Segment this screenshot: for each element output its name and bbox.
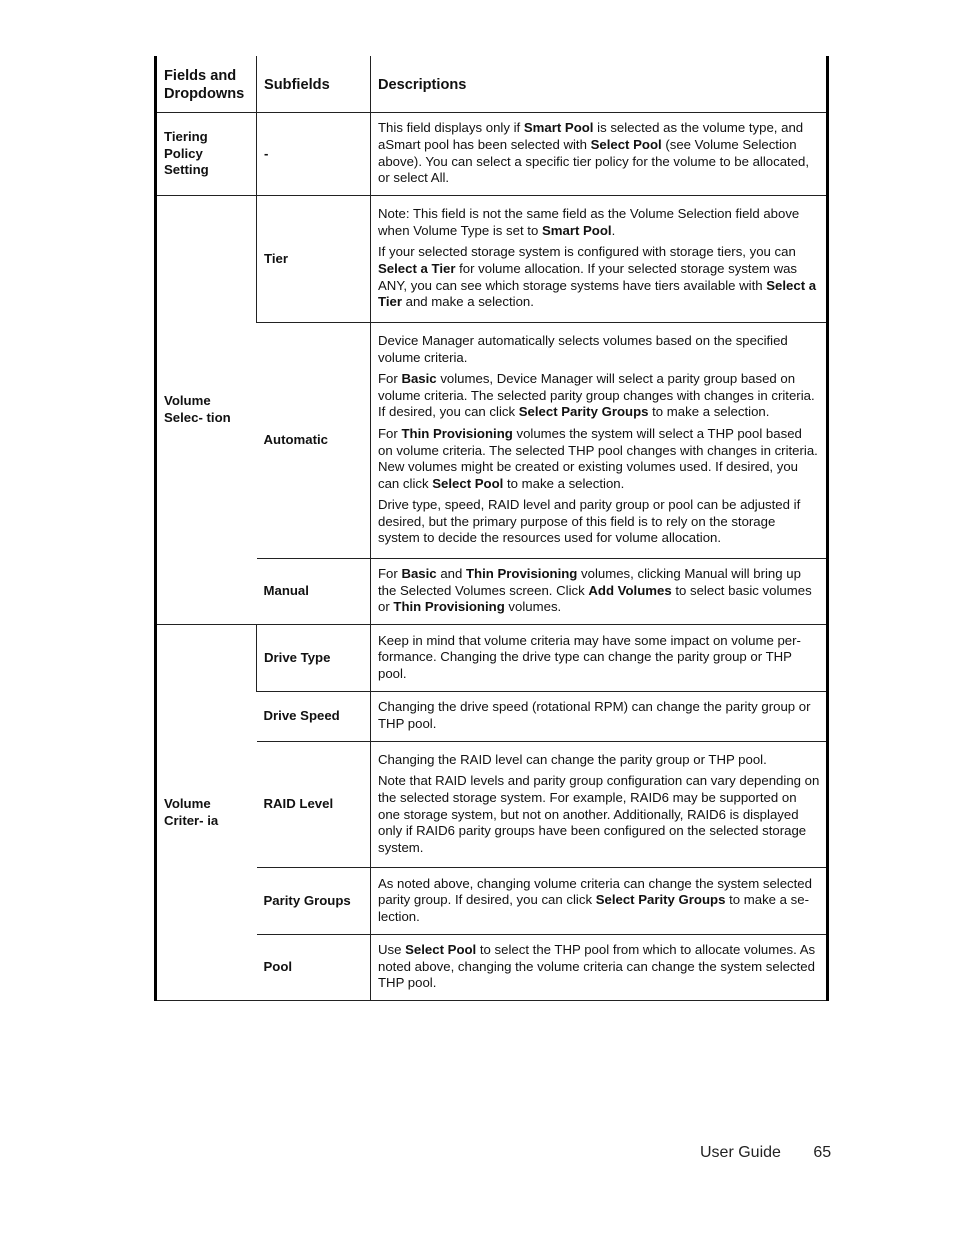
description-paragraph [378, 244, 820, 310]
header-fields: Fields and Dropdowns [156, 56, 257, 113]
table-row [156, 113, 828, 196]
table-row [156, 692, 828, 742]
description-paragraph [378, 371, 820, 421]
subfield-drive-type: Drive Type [257, 625, 371, 692]
description-text: to make a selection. [503, 475, 625, 491]
subfield-parity-groups: Parity Groups [257, 868, 371, 935]
description-text: to select the THP pool from which to allocate volumes. As noted above, changing the volume criteria can change the system selected THP pool. [378, 942, 816, 991]
description-cell [371, 692, 828, 742]
bold-term: Select Parity Groups [518, 404, 649, 420]
header-subfields: Subfields [257, 56, 371, 113]
description-text: For [378, 566, 402, 582]
page-footer [700, 1143, 831, 1163]
description-paragraph [378, 426, 820, 492]
bold-term: Select a Tier [378, 261, 456, 276]
bold-term: Thin Provisioning [466, 566, 578, 582]
description-cell [371, 742, 828, 868]
table-header-row [156, 56, 828, 113]
bold-term: Select Pool [405, 942, 477, 958]
table-row [156, 323, 828, 559]
field-tiering-policy-setting: Tiering Policy Setting [156, 113, 257, 196]
bold-term: Thin Provisioning [401, 425, 513, 441]
description-text: Keep in mind that volume criteria may have some impact on volume per- formance. Changing the drive type can change the parity group or THP pool. [378, 632, 801, 681]
table-row [156, 935, 828, 1001]
description-paragraph [378, 497, 820, 547]
description-paragraph [378, 699, 820, 732]
subfield-manual: Manual [257, 559, 371, 625]
description-text: Changing the drive speed (rotational RPM) can change the parity group or THP pool. [378, 699, 811, 731]
description-text: For [378, 425, 402, 441]
description-text: is selected as the volume type, and aSmart pool has been selected with [378, 120, 804, 152]
description-text: For [378, 371, 402, 387]
bold-term: Select Pool [432, 475, 504, 491]
description-text: volumes. [504, 599, 562, 615]
description-text: to make a se- lection. [378, 892, 809, 924]
description-cell [371, 625, 828, 692]
table-row [156, 742, 828, 868]
description-text: Note: This field is not the same field as the Volume Selection field above when Volume Type is set to [378, 206, 800, 238]
table-row [156, 868, 828, 935]
description-text: Use [378, 942, 406, 958]
description-cell [371, 323, 828, 559]
field-volume-criteria: Volume Criter- ia [156, 625, 257, 1001]
description-text: for volume allocation. If your selected storage system was ANY, you can see which storage systems have tiers available with [378, 261, 798, 293]
bold-term: Smart Pool [541, 222, 612, 238]
description-paragraph [378, 333, 820, 366]
description-paragraph [378, 120, 820, 186]
description-text: Note that RAID levels and parity group configuration can vary depending on the selected storage system. For example, RAID6 may be supported on one storage system, but not on another. Additionally, RAID6 is displayed only if RAID6 parity groups have been configured on the selected storage system. [378, 773, 820, 855]
description-paragraph [378, 206, 820, 239]
header-descriptions: Descriptions [371, 56, 828, 113]
subfield-raid-level: RAID Level [257, 742, 371, 868]
bold-term: Thin Provisioning [393, 599, 505, 615]
description-paragraph [378, 876, 820, 926]
description-cell [371, 868, 828, 935]
subfield-drive-speed: Drive Speed [257, 692, 371, 742]
description-text: . [611, 222, 616, 238]
page-number: 65 [813, 1144, 832, 1161]
description-text: to select basic volumes or [378, 582, 812, 615]
description-paragraph [378, 566, 820, 616]
bold-term: Basic [401, 371, 437, 387]
field-volume-selection: Volume Selec- tion [156, 196, 257, 625]
bold-term: Select a Tier [378, 277, 817, 310]
fields-table [154, 56, 829, 1001]
footer-title: User Guide [700, 1144, 781, 1161]
description-cell [371, 559, 828, 625]
description-text: volumes, Device Manager will select a parity group based on volume criteria. The selected parity group changes with changes in criteria. If desired, you can click [378, 371, 815, 420]
bold-term: Smart Pool [523, 120, 594, 136]
description-text: Changing the RAID level can change the parity group or THP pool. [378, 751, 767, 767]
description-text: If your selected storage system is configured with storage tiers, you can [378, 244, 796, 260]
table-row [156, 559, 828, 625]
subfield-automatic: Automatic [257, 323, 371, 559]
description-paragraph [378, 752, 820, 769]
description-text: and make a selection. [401, 294, 534, 310]
bold-term: Select Pool [590, 136, 662, 152]
description-text: volumes, clicking Manual will bring up the Selected Volumes screen. Click [378, 566, 801, 598]
description-text: As noted above, changing volume criteria can change the system selected parity group. If desired, you can click [378, 875, 812, 908]
description-text: and [436, 566, 466, 582]
description-text: Drive type, speed, RAID level and parity group or pool can be adjusted if desired, but the primary purpose of this field is to rely on the storage system to decide the resources used for volume allocation. [378, 497, 801, 546]
description-text: volumes the system will select a THP pool based on volume criteria. The selected THP pool changes with changes in criteria. New volumes might be created or existing volumes used. If desired, you can click [378, 425, 818, 491]
bold-term: Add Volumes [588, 582, 672, 598]
description-paragraph [378, 942, 820, 992]
description-text: This field displays only if [378, 120, 524, 136]
description-cell [371, 935, 828, 1001]
description-paragraph [378, 633, 820, 683]
description-cell [371, 113, 828, 196]
description-paragraph [378, 773, 820, 856]
description-text: to make a selection. [648, 404, 770, 420]
description-text: (see Volume Selection above). You can select a specific tier policy for the volume to be allocated, or select All. [378, 136, 810, 186]
subfield-tiering-dash: - [257, 113, 371, 196]
subfield-tier: Tier [257, 196, 371, 323]
subfield-pool: Pool [257, 935, 371, 1001]
table-row [156, 196, 828, 323]
description-text: Device Manager automatically selects volumes based on the specified volume criteria. [378, 332, 788, 365]
table-row [156, 625, 828, 692]
bold-term: Select Parity Groups [595, 892, 726, 908]
bold-term: Basic [401, 566, 437, 582]
description-cell [371, 196, 828, 323]
